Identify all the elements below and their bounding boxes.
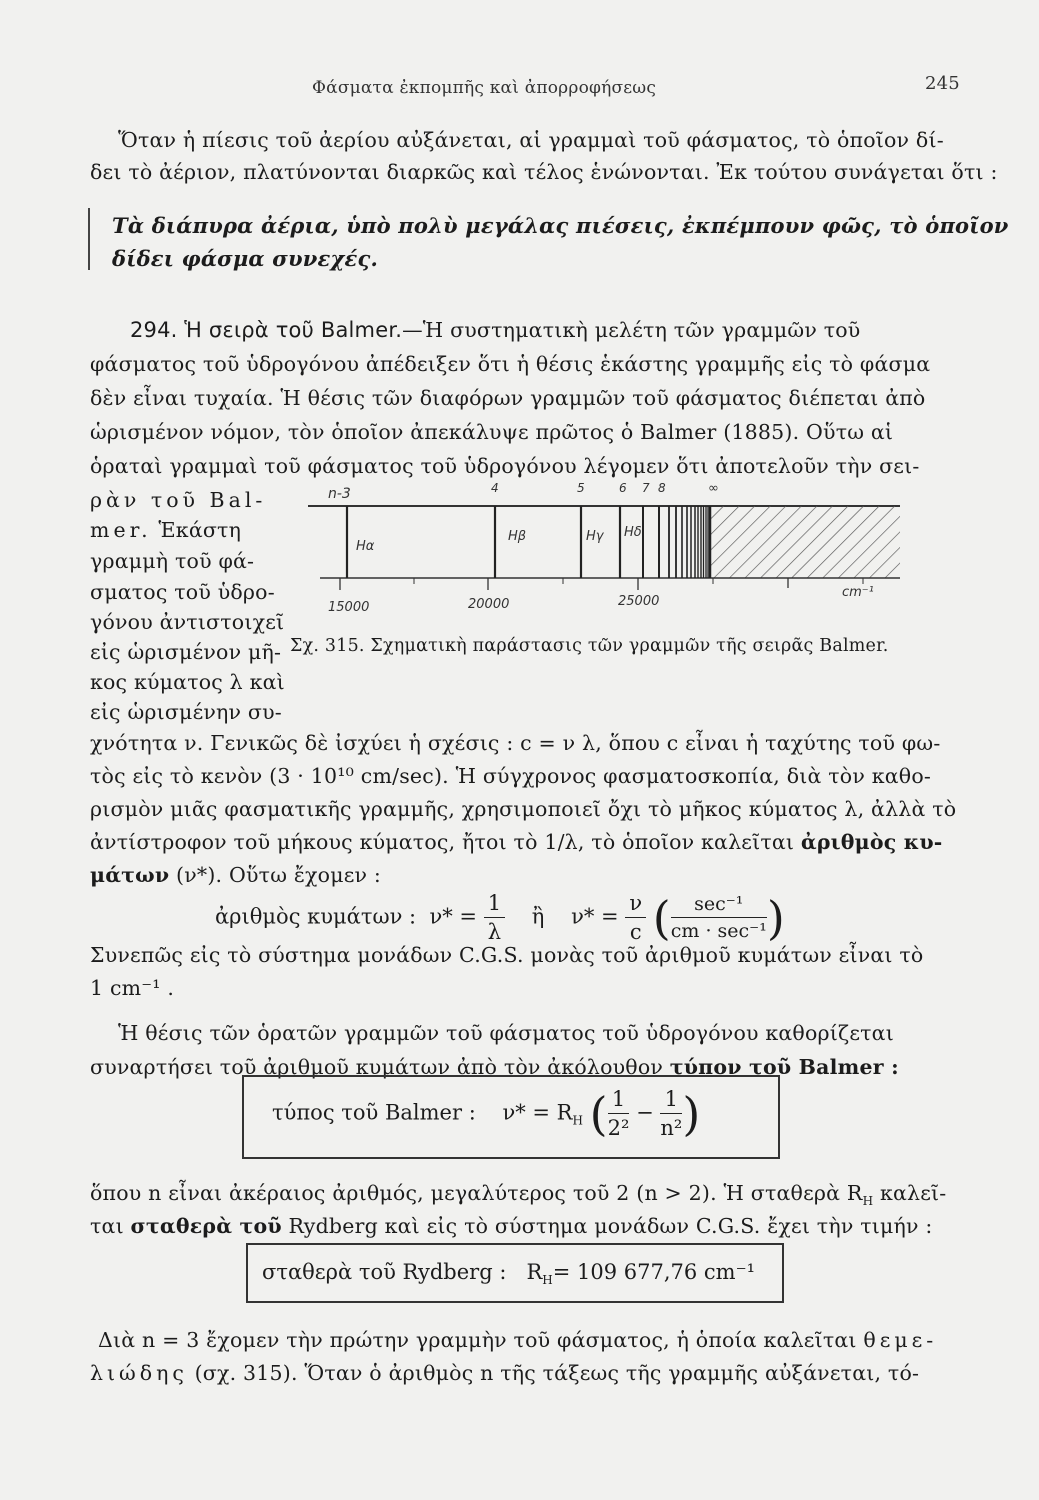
section-line-4: ὡρισμένον νόμον, τὸν ὁποῖον ἀπεκάλυψε πρῶτος ὁ Balmer (1885). Οὕτω αἱ <box>90 420 894 444</box>
body2-line-3: ρισμὸν μιᾶς φασματικῆς γραμμῆς, χρησιμοποιεῖ ὄχι τὸ μῆκος κύματος λ, ἀλλὰ τὸ <box>90 797 957 821</box>
body2-line-2: τὸς εἰς τὸ κενὸν (3 · 10¹⁰ cm/sec). Ἡ σύγχρονος φασματοσκοπία, διὰ τὸν καθο- <box>90 764 931 788</box>
fraction-denominator: n² <box>660 1116 683 1140</box>
body4-line-2-text: ται <box>90 1214 124 1238</box>
body4-line-2 <box>90 1216 932 1237</box>
balmer-formula <box>272 1089 700 1139</box>
label-h-alpha: Hα <box>356 539 375 554</box>
body4-line-1-text: ὅπου n εἶναι ἀκέραιος ἀριθμός, μεγαλύτερος τοῦ 2 (n > 2). Ἡ σταθερὰ R <box>90 1181 863 1205</box>
section-title: Ἡ σειρὰ τοῦ Balmer. <box>184 318 403 342</box>
rydberg-lhs: R <box>526 1260 543 1284</box>
term-balmer-formula: τύπον τοῦ Balmer : <box>669 1055 899 1079</box>
units-numerator: sec⁻¹ <box>671 895 767 918</box>
body3-line-3: Ἡ θέσις τῶν ὁρατῶν γραμμῶν τοῦ φάσματος τοῦ ὑδρογόνου καθορίζεται <box>118 1021 894 1045</box>
label-h-gamma: Hγ <box>586 529 604 544</box>
n-label: n-3 <box>328 486 351 502</box>
rydberg-value: = 109 677,76 cm⁻¹ <box>552 1260 756 1284</box>
paren-open: ( <box>589 1087 608 1141</box>
rule-line-2: δίδει φάσμα συνεχές. <box>112 246 378 271</box>
body5-line-2-text: (σχ. 315). Ὅταν ὁ ἀριθμὸς n τῆς τάξεως τῆς γραμμῆς αὐξάνεται, τό- <box>194 1361 920 1385</box>
body4-line-1 <box>90 1183 946 1207</box>
body2-line-5-text: (ν*). Οὕτω ἔχομεν : <box>176 863 382 887</box>
wavenumber-lhs-2: ν* = <box>571 904 619 929</box>
paren-close: ) <box>766 891 785 945</box>
axis-label-25000: 25000 <box>618 594 660 609</box>
wavenumber-lhs: ν* = <box>429 904 478 929</box>
fraction-denominator: c <box>629 920 642 944</box>
paren-close: ) <box>682 1087 701 1141</box>
balmer-subscript: H <box>572 1113 583 1128</box>
section-line-5: ὁραταὶ γραμμαὶ τοῦ φάσματος τοῦ ὑδρογόνου λέγομεν ὅτι ἀποτελοῦν τὴν σει- <box>90 454 920 478</box>
fraction-one-over-n-squared <box>660 1089 682 1139</box>
side-line-7: κος κύματος λ καὶ <box>90 670 285 694</box>
section-line-2: φάσματος τοῦ ὑδρογόνου ἀπέδειξεν ὅτι ἡ θέσις ἑκάστης γραμμῆς εἰς τὸ φάσμα <box>90 352 931 376</box>
body2-line-5 <box>90 865 381 886</box>
body5-line-1 <box>98 1330 937 1351</box>
term-fundamental-part-2: λιώδης <box>90 1361 188 1385</box>
body5-line-1-text: Διὰ n = 3 ἔχομεν τὴν πρώτην γραμμὴν τοῦ φάσματος, ἡ ὁποία καλεῖται <box>98 1328 857 1352</box>
n-marker-6: 6 <box>619 481 627 495</box>
rydberg-lhs-subscript: H <box>542 1273 553 1288</box>
side-line-2-rest: Ἑκάστη <box>158 518 242 542</box>
section-line-1-rest: —Ἡ συστηματικὴ μελέτη τῶν γραμμῶν τοῦ <box>402 318 861 342</box>
rydberg-formula <box>262 1262 755 1286</box>
rydberg-subscript: H <box>862 1194 874 1209</box>
fraction-numerator: 1 <box>484 893 505 918</box>
axis-label-20000: 20000 <box>468 597 510 612</box>
body4-line-1-end: καλεῖ- <box>879 1181 947 1205</box>
term-fundamental-part-1: θεμε- <box>863 1328 938 1352</box>
intro-line-1: Ὅταν ἡ πίεσις τοῦ ἀερίου αὐξάνεται, αἱ γραμμαὶ τοῦ φάσματος, τὸ ὁποῖον δί- <box>118 128 944 152</box>
side-line-8: εἰς ὡρισμένην συ- <box>90 700 282 724</box>
body2-line-4-text: ἀντίστροφον τοῦ μήκους κύματος, ἤτοι τὸ 1/λ, τὸ ὁποῖον καλεῖται <box>90 830 795 854</box>
fraction-denominator: 2² <box>607 1116 630 1140</box>
section-line-3: δὲν εἶναι τυχαία. Ἡ θέσις τῶν διαφόρων γραμμῶν τοῦ φάσματος διέπεται ἀπὸ <box>90 386 926 410</box>
body3-line-2: 1 cm⁻¹ . <box>90 976 175 1000</box>
n-marker-infinity: ∞ <box>708 481 719 496</box>
side-line-2-spaced: mer. <box>90 518 152 542</box>
section-number: 294. <box>130 318 178 342</box>
balmer-formula-label: τύπος τοῦ Balmer : <box>272 1100 476 1125</box>
wavenumber-formula <box>215 893 785 943</box>
fraction-numerator: ν <box>625 893 646 918</box>
fraction-one-over-lambda <box>484 893 505 943</box>
n-marker-5: 5 <box>577 481 585 495</box>
intro-line-2: δει τὸ ἀέριον, πλατύνονται διαρκῶς καὶ τέλος ἑνώνονται. Ἐκ τούτου συνάγεται ὅτι : <box>90 160 998 184</box>
side-line-6: εἰς ὡρισμένον μῆ- <box>90 640 282 664</box>
side-line-4: σματος τοῦ ὑδρο- <box>90 580 275 604</box>
minus-sign: − <box>636 1100 654 1125</box>
fraction-denominator: λ <box>487 920 502 944</box>
fraction-numerator: 1 <box>660 1089 682 1114</box>
side-line-3: γραμμὴ τοῦ φά- <box>90 549 255 573</box>
label-h-beta: Hβ <box>508 529 527 544</box>
figure-caption: Σχ. 315. Σχηματικὴ παράστασις τῶν γραμμῶν τῆς σειρᾶς Balmer. <box>290 636 889 656</box>
balmer-lhs: ν* = R <box>502 1100 573 1125</box>
body3-line-4-text: συναρτήσει τοῦ ἀριθμοῦ κυμάτων ἀπὸ τὸν ἀκόλουθον <box>90 1055 664 1079</box>
term-wavenumber-part-1: ἀριθμὸς κυ- <box>800 830 943 854</box>
rule-line-1: Τὰ διάπυρα ἀέρια, ὑπὸ πολὺ μεγάλας πιέσεις, ἐκπέμπουν φῶς, τὸ ὁποῖον <box>112 213 1009 238</box>
balmer-series-figure <box>300 478 920 623</box>
units-denominator: cm · sec⁻¹ <box>670 920 767 942</box>
fraction-numerator: 1 <box>608 1089 630 1114</box>
continuum-hatch <box>710 506 900 578</box>
body3-line-1: Συνεπῶς εἰς τὸ σύστημα μονάδων C.G.S. μονὰς τοῦ ἀριθμοῦ κυμάτων εἶναι τὸ <box>90 943 924 967</box>
side-line-2 <box>90 520 241 541</box>
running-head: Φάσματα ἐκπομπῆς καὶ ἀπορροφήσεως <box>312 78 657 98</box>
axis-label-15000: 15000 <box>328 600 370 615</box>
wavenumber-formula-label: ἀριθμὸς κυμάτων : <box>215 904 417 929</box>
body5-line-2 <box>90 1363 919 1384</box>
n-marker-8: 8 <box>658 481 666 495</box>
n-marker-7: 7 <box>642 481 650 495</box>
axis-unit: cm⁻¹ <box>842 585 874 600</box>
rule-margin-bar <box>88 208 90 270</box>
label-h-delta: Hδ <box>624 525 642 540</box>
side-line-1: ρὰν τοῦ Bal- <box>90 488 267 512</box>
body2-line-4 <box>90 832 942 853</box>
body4-line-2-rest: Rydberg καὶ εἰς τὸ σύστημα μονάδων C.G.S. ἔχει τὴν τιμήν : <box>288 1214 933 1238</box>
rydberg-formula-label: σταθερὰ τοῦ Rydberg : <box>262 1260 507 1284</box>
fraction-units <box>671 895 767 941</box>
formula-or: ἢ <box>531 904 545 929</box>
side-line-5: γόνου ἀντιστοιχεῖ <box>90 610 285 634</box>
body2-line-1: χνότητα ν. Γενικῶς δὲ ἰσχύει ἡ σχέσις : c = ν λ, ὅπου c εἶναι ἡ ταχύτης τοῦ φω- <box>90 731 941 755</box>
fraction-one-over-two-squared <box>608 1089 630 1139</box>
term-rydberg-constant: σταθερὰ τοῦ <box>130 1214 282 1238</box>
paren-open: ( <box>652 891 671 945</box>
term-wavenumber-part-2: μάτων <box>90 863 170 887</box>
section-heading-line <box>130 320 860 341</box>
fraction-nu-over-c <box>625 893 646 943</box>
page-number: 245 <box>925 73 960 94</box>
n-marker-4: 4 <box>491 481 499 495</box>
